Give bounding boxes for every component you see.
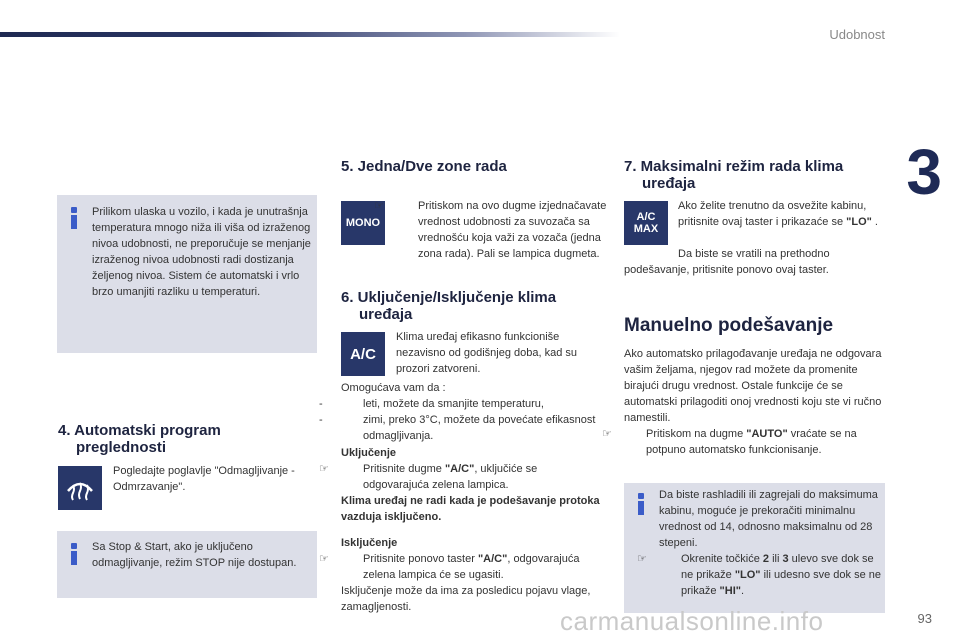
info-icon (637, 493, 645, 513)
rear-defrost-button (58, 466, 102, 510)
info-text: Prilikom ulaska u vozilo, i kada je unutrašnja temperatura mnogo niža ili viša od izraženog nivoa udobnosti, ne preporučuje se menjanje izraženog nivoa udobnosti radi dostizanja željenog nivoa. Sistem će automatski i vrlo brzo umanjiti razliku u temperaturi. (92, 206, 311, 298)
ac-max-label-2: MAX (633, 223, 659, 235)
ac-max-label-1: A/C (636, 211, 656, 223)
header-bar (0, 32, 620, 37)
section-7-title: 7. Maksimalni režim rada klima uređaja (624, 158, 844, 192)
info-box-entry (57, 195, 317, 353)
section-6-details (319, 380, 606, 444)
hand-pointer-icon: ☞ (374, 200, 384, 212)
ac-max-button (624, 201, 668, 245)
section-7-text2: Da biste se vratili na prethodno podešavanje, pritisnite ponovo ovaj taster. (624, 248, 830, 276)
manual-title: Manuelno podešavanje (624, 315, 834, 336)
info-box-limits (624, 483, 885, 613)
switch-on-title: Uključenje (341, 447, 397, 459)
mono-label: MONO (345, 217, 381, 229)
section-title: Udobnost (829, 27, 885, 42)
info-text: Sa Stop & Start, ako je uključeno odmagljivanje, režim STOP nije dostupan. (92, 541, 297, 569)
hand-pointer-icon: ☞ (637, 553, 647, 565)
section-5-text: ☞ Pritiskom na ovo dugme izjednačavate vrednost udobnosti za suvozača sa vrednošću koja važi za vozača (jedna zona rada). Pali se lampica dugmeta. (374, 200, 607, 260)
info-text: Da biste rashladili ili zagrejali do maksimuma kabinu, moguće je prekoračiti minimalnu vrednost od 14, odnosno maksimalnu od 28 stepeni. ☞ Okrenite točkiće 2 ili 3 ulevo sve dok se ne prikaže "LO" ili udesno sve dok se ne prikaže "HI". (637, 489, 881, 597)
switch-off-title: Isključenje (341, 537, 398, 549)
ac-button (341, 332, 385, 376)
section-6-text: Klima uređaj efikasno funkcioniše nezavisno od godišnjeg doba, kad su prozori zatvoreni. (396, 331, 578, 375)
section-4-title: 4. Automatski program preglednosti (58, 422, 221, 456)
section-4-text: Pogledajte poglavlje "Odmagljivanje - Odmrzavanje". (113, 465, 295, 493)
hand-pointer-icon: ☞ (319, 463, 329, 475)
list-item: - leti, možete da smanjite temperaturu, (319, 398, 544, 410)
switch-on-warning: Klima uređaj ne radi kada je podešavanje protoka vazduja isključeno. (341, 495, 600, 523)
rear-defrost-icon (63, 473, 97, 503)
section-6-title: 6. Uključenje/Isključenje klima uređaja (341, 289, 557, 323)
chapter-number: 3 (906, 136, 942, 208)
info-icon (70, 543, 78, 563)
switch-on-block: Uključenje ☞ Pritisnite dugme "A/C", uključiće se odgovarajuća zelena lampica. Klima uređaj ne radi kada je podešavanje protoka vazduja isključeno. (341, 445, 606, 525)
switch-off-note: Isključenje može da ima za posledicu pojavu vlage, zamagljenosti. (341, 585, 591, 613)
switch-off-block: Isključenje ☞ Pritisnite ponovo taster "A/C", odgovarajuća zelena lampica će se ugasiti. Isključenje može da ima za posledicu pojavu vlage, zamagljenosti. (341, 535, 606, 615)
page-number: 93 (917, 611, 932, 626)
list-item: - zimi, preko 3°C, možete da povećate efikasnost odmagljivanja. (319, 414, 596, 442)
info-icon (70, 207, 78, 227)
watermark: carmanualsonline.info (560, 606, 824, 636)
allows-text: Omogućava vam da : (341, 382, 446, 394)
ac-label: A/C (350, 345, 376, 363)
section-5-title: 5. Jedna/Dve zone rada (341, 158, 507, 175)
info-box-stop-start (57, 531, 317, 598)
hand-pointer-icon: ☞ (602, 428, 612, 440)
section-7-text: Ako želite trenutno da osvežite kabinu, pritisnite ovaj taster i prikazaće se "LO" . (678, 200, 878, 228)
manual-text: Ako automatsko prilagođavanje uređaja ne odgovara vašim željama, njegov rad možete da promenite birajući drugu vrednost. Ostale funkcije će se automatski prilagoditi onoj vrednosti koju ste vi ručno namestili. ☞ Pritiskom na dugme "AUTO" vraćate se na potpuno automatsko funkcionisanje. (602, 348, 882, 456)
hand-pointer-icon: ☞ (319, 553, 329, 565)
